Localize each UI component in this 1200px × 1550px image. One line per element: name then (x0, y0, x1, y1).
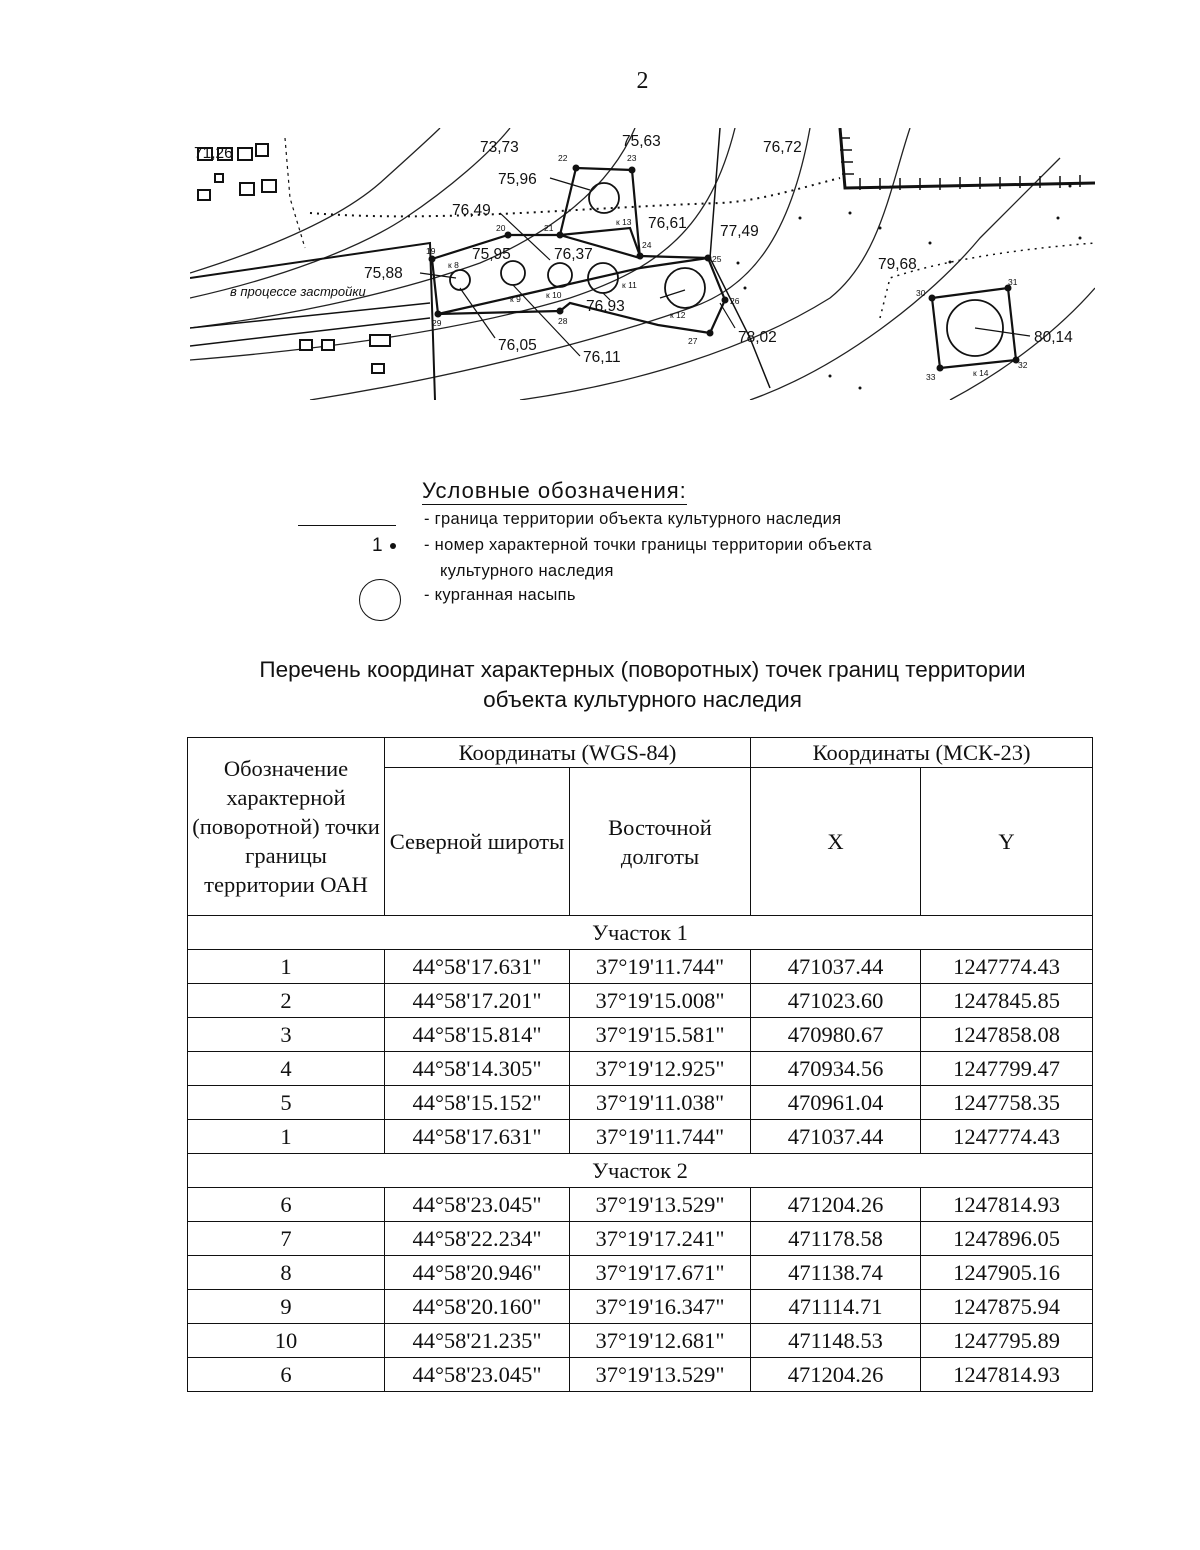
header-longitude: Восточной долготы (570, 768, 751, 916)
table-row (188, 1358, 1093, 1392)
cell-x: 471138.74 (751, 1256, 921, 1290)
cell-y: 1247896.05 (921, 1222, 1093, 1256)
map-label: 75,95 (472, 246, 511, 263)
cell-y: 1247795.89 (921, 1324, 1093, 1358)
map-label: 80,14 (1034, 329, 1073, 346)
section-title: Участок 2 (188, 1154, 1093, 1188)
point-label: 20 (496, 223, 506, 233)
cell-latitude: 44°58'23.045" (385, 1358, 570, 1392)
boundary-point (707, 330, 714, 337)
section-row (188, 916, 1093, 950)
point-label: 25 (712, 254, 722, 264)
legend-boundary-line (298, 525, 396, 526)
contour-line (950, 288, 1095, 400)
map-label: 78,02 (738, 329, 777, 346)
cell-longitude: 37°19'12.925" (570, 1052, 751, 1086)
map-label: 76,49 (452, 202, 491, 219)
cell-latitude: 44°58'23.045" (385, 1188, 570, 1222)
table-caption (0, 655, 1200, 715)
cell-x: 471023.60 (751, 984, 921, 1018)
boundary-point (505, 232, 512, 239)
header-point: Обозначение характерной (поворотной) точки границы территории ОАН (188, 738, 385, 916)
mound-label: к 14 (973, 368, 989, 378)
map-label: 76,93 (586, 298, 625, 315)
table-row (188, 1018, 1093, 1052)
cell-x: 470961.04 (751, 1086, 921, 1120)
map-label: 73,73 (480, 139, 519, 156)
cell-y: 1247858.08 (921, 1018, 1093, 1052)
cell-longitude: 37°19'13.529" (570, 1358, 751, 1392)
boundary-point (705, 255, 712, 262)
cell-longitude: 37°19'11.744" (570, 1120, 751, 1154)
cell-latitude: 44°58'17.631" (385, 950, 570, 984)
cell-latitude: 44°58'22.234" (385, 1222, 570, 1256)
dotted-path (310, 178, 840, 216)
point-label: 22 (558, 153, 568, 163)
cell-longitude: 37°19'17.241" (570, 1222, 751, 1256)
cell-longitude: 37°19'12.681" (570, 1324, 751, 1358)
boundary-point (435, 311, 442, 318)
boundary-point (722, 297, 729, 304)
cell-longitude: 37°19'13.529" (570, 1188, 751, 1222)
boundary-point (629, 167, 636, 174)
cell-longitude: 37°19'17.671" (570, 1256, 751, 1290)
boundary-point (637, 253, 644, 260)
cell-point: 6 (188, 1358, 385, 1392)
map-label: 77,49 (720, 223, 759, 240)
cell-x: 471148.53 (751, 1324, 921, 1358)
point-label: 33 (926, 372, 936, 382)
cell-x: 471037.44 (751, 950, 921, 984)
boundary-point (557, 232, 564, 239)
cell-x: 471037.44 (751, 1120, 921, 1154)
cell-point: 3 (188, 1018, 385, 1052)
cell-latitude: 44°58'15.152" (385, 1086, 570, 1120)
point-label: 27 (688, 336, 698, 346)
cell-y: 1247905.16 (921, 1256, 1093, 1290)
header-msk23: Координаты (МСК-23) (751, 738, 1093, 768)
map-label: 76,05 (498, 337, 537, 354)
dotted-path (880, 243, 1095, 318)
cell-longitude: 37°19'16.347" (570, 1290, 751, 1324)
coordinates-table (187, 737, 1093, 1392)
map-label: 75,88 (364, 265, 403, 282)
table-row (188, 1188, 1093, 1222)
mound-label: к 8 (448, 260, 459, 270)
page-number: 2 (636, 68, 649, 94)
map-label: 76,37 (554, 246, 593, 263)
legend-item-point-cont: культурного наследия (440, 562, 614, 580)
cell-y: 1247774.43 (921, 1120, 1093, 1154)
cell-latitude: 44°58'20.160" (385, 1290, 570, 1324)
cell-x: 471114.71 (751, 1290, 921, 1324)
cell-x: 470980.67 (751, 1018, 921, 1052)
boundary-point (557, 308, 564, 315)
cell-point: 6 (188, 1188, 385, 1222)
point-label: 30 (916, 288, 926, 298)
mound-icon (665, 268, 705, 308)
caption-line-2: объекта культурного наследия (483, 687, 802, 712)
table-row (188, 1290, 1093, 1324)
mound-icon (450, 270, 470, 290)
cell-longitude: 37°19'15.581" (570, 1018, 751, 1052)
cell-latitude: 44°58'14.305" (385, 1052, 570, 1086)
section-title: Участок 1 (188, 916, 1093, 950)
building-icon (372, 364, 384, 373)
cell-y: 1247875.94 (921, 1290, 1093, 1324)
point-label: 26 (730, 296, 740, 306)
map-label: 76,11 (583, 349, 621, 366)
map-label: 76,61 (648, 215, 687, 232)
road-edge (190, 303, 430, 328)
cell-point: 2 (188, 984, 385, 1018)
cell-latitude: 44°58'20.946" (385, 1256, 570, 1290)
hatched-boundary (840, 128, 1095, 188)
map-label: 75,63 (622, 133, 661, 150)
boundary-point (573, 165, 580, 172)
boundary-point (937, 365, 944, 372)
cell-longitude: 37°19'11.038" (570, 1086, 751, 1120)
mound-label: к 12 (670, 310, 686, 320)
point-label: 21 (544, 223, 554, 233)
table-row (188, 1120, 1093, 1154)
map-label: 75,96 (498, 171, 537, 188)
legend-title: Условные обозначения: (422, 478, 687, 503)
mound-label: к 13 (616, 217, 632, 227)
cell-point: 8 (188, 1256, 385, 1290)
building-icon (300, 340, 312, 350)
map-label: 79,68 (878, 256, 917, 273)
building-icon (240, 183, 254, 195)
point-label: 19 (426, 246, 436, 256)
caption-line-1: Перечень координат характерных (поворотных) точек границ территории (259, 657, 1026, 682)
site-map (190, 128, 1095, 400)
cell-y: 1247758.35 (921, 1086, 1093, 1120)
legend-item-point: - номер характерной точки границы территории объекта (424, 536, 872, 554)
map-label: 71,26 (194, 145, 233, 162)
cell-point: 10 (188, 1324, 385, 1358)
section-row (188, 1154, 1093, 1188)
legend-item-mound: - курганная насыпь (424, 586, 576, 604)
building-icon (215, 174, 223, 182)
building-icon (256, 144, 268, 156)
cell-x: 471204.26 (751, 1358, 921, 1392)
cell-x: 470934.56 (751, 1052, 921, 1086)
boundary-point (429, 256, 436, 263)
cell-y: 1247845.85 (921, 984, 1093, 1018)
cell-y: 1247799.47 (921, 1052, 1093, 1086)
mound-icon (501, 261, 525, 285)
cell-point: 1 (188, 950, 385, 984)
header-latitude: Северной широты (385, 768, 570, 916)
cell-x: 471178.58 (751, 1222, 921, 1256)
table-row (188, 984, 1093, 1018)
cell-point: 9 (188, 1290, 385, 1324)
cell-y: 1247774.43 (921, 950, 1093, 984)
header-wgs84: Координаты (WGS-84) (385, 738, 751, 768)
mound-label: к 9 (510, 294, 521, 304)
legend-mound-icon (359, 579, 401, 621)
table-row (188, 1052, 1093, 1086)
cell-x: 471204.26 (751, 1188, 921, 1222)
table-row (188, 1086, 1093, 1120)
cell-latitude: 44°58'17.631" (385, 1120, 570, 1154)
map-label: 76,72 (763, 139, 802, 156)
cell-latitude: 44°58'17.201" (385, 984, 570, 1018)
cell-point: 4 (188, 1052, 385, 1086)
cell-longitude: 37°19'15.008" (570, 984, 751, 1018)
cell-latitude: 44°58'21.235" (385, 1324, 570, 1358)
cell-y: 1247814.93 (921, 1358, 1093, 1392)
contour-line (310, 128, 810, 400)
point-label: 24 (642, 240, 652, 250)
header-x: X (751, 768, 921, 916)
table-body (188, 916, 1093, 1392)
building-icon (322, 340, 334, 350)
mound-icon (548, 263, 572, 287)
table-row (188, 1256, 1093, 1290)
cell-point: 1 (188, 1120, 385, 1154)
legend-item-boundary: - граница территории объекта культурного наследия (424, 510, 842, 528)
point-label: 31 (1008, 277, 1018, 287)
point-label: 28 (558, 316, 568, 326)
mound-label: к 11 (622, 280, 637, 290)
table-row (188, 1324, 1093, 1358)
map-label: в процессе застройки (230, 284, 366, 299)
cell-y: 1247814.93 (921, 1188, 1093, 1222)
header-y: Y (921, 768, 1093, 916)
building-icon (238, 148, 252, 160)
boundary-point (929, 295, 936, 302)
building-icon (198, 190, 210, 200)
mound-label: к 10 (546, 290, 562, 300)
cell-longitude: 37°19'11.744" (570, 950, 751, 984)
building-icon (370, 335, 390, 346)
building-icon (262, 180, 276, 192)
point-label: 32 (1018, 360, 1028, 370)
legend-point-symbol: 1 (372, 535, 383, 556)
cell-latitude: 44°58'15.814" (385, 1018, 570, 1052)
point-label: 23 (627, 153, 637, 163)
point-label: 29 (432, 318, 442, 328)
table-row (188, 950, 1093, 984)
territory-boundary (438, 258, 708, 314)
cell-point: 5 (188, 1086, 385, 1120)
table-row (188, 1222, 1093, 1256)
cell-point: 7 (188, 1222, 385, 1256)
